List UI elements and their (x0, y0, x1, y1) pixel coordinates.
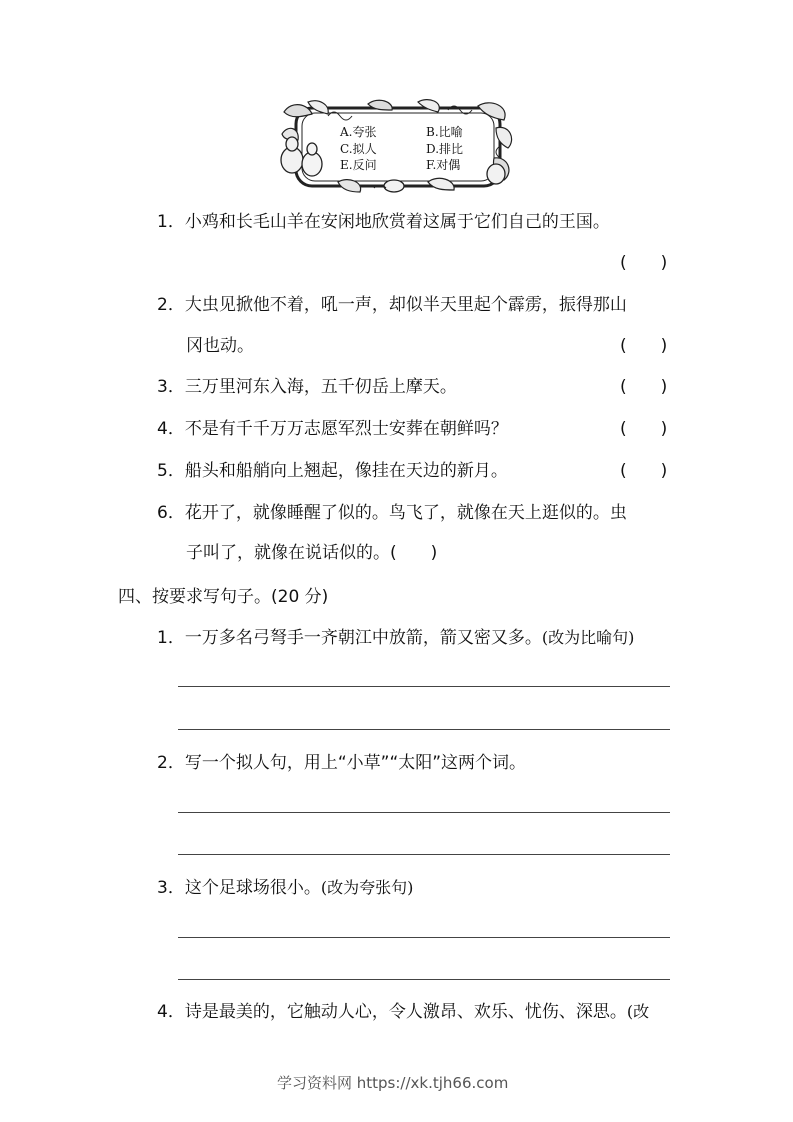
question-1 (157, 211, 610, 233)
question-number: 5． (157, 461, 185, 481)
task-3 (157, 877, 413, 899)
option-box (278, 98, 518, 194)
option-f: F.对偶 (426, 158, 461, 172)
decorative-frame-icon (278, 98, 518, 194)
question-6-continuation: 子叫了，就像在说话似的。( ) (186, 543, 438, 563)
answer-line[interactable] (178, 729, 670, 730)
answer-blank-1[interactable]: ( ) (620, 253, 668, 273)
footer-watermark: 学习资料网 https://xk.tjh66.com (277, 1074, 509, 1092)
question-text: 小鸡和长毛山羊在安闲地欣赏着这属于它们自己的王国。 (184, 212, 610, 232)
question-text: 三万里河东入海，五千仞岳上摩天。 (184, 377, 457, 397)
task-4 (157, 1001, 649, 1023)
answer-blank-2[interactable]: ( ) (620, 336, 668, 356)
answer-line[interactable] (178, 979, 670, 980)
option-d: D.排比 (426, 142, 464, 156)
question-number: 2． (157, 295, 185, 315)
option-b: B.比喻 (426, 125, 463, 139)
answer-blank-5[interactable]: ( ) (620, 461, 668, 481)
answer-line[interactable] (178, 937, 670, 938)
task-1 (157, 627, 634, 649)
task-text: 一万多名弓弩手一齐朝江中放箭，箭又密又多。 (184, 628, 542, 648)
question-3 (157, 376, 457, 398)
task-text: 诗是最美的，它触动人心，令人激昂、欢乐、忧伤、深思。 (184, 1002, 627, 1022)
task-number: 3． (157, 878, 185, 898)
question-4 (157, 418, 508, 440)
answer-line[interactable] (178, 686, 670, 687)
task-number: 1． (157, 628, 185, 648)
question-5 (157, 460, 508, 482)
section-heading: 四、按要求写句子。(20 分) (118, 587, 329, 607)
question-number: 6． (157, 503, 185, 523)
question-6 (157, 502, 627, 524)
option-e: E.反问 (340, 158, 377, 172)
question-text: 大虫见掀他不着，吼一声，却似半天里起个霹雳，振得那山 (184, 295, 627, 315)
question-text: 不是有千千万万志愿军烈士安葬在朝鲜吗？ (184, 419, 508, 439)
question-number: 4． (157, 419, 185, 439)
answer-line[interactable] (178, 812, 670, 813)
answer-line[interactable] (178, 854, 670, 855)
answer-blank-4[interactable]: ( ) (620, 419, 668, 439)
question-2-continuation: 冈也动。 (186, 336, 254, 356)
task-hint: (改为比喻句) (541, 628, 635, 647)
question-number: 3． (157, 377, 185, 397)
option-a: A.夸张 (340, 125, 377, 139)
option-c: C.拟人 (340, 142, 377, 156)
task-text: 这个足球场很小。 (184, 878, 321, 898)
question-text: 船头和船艄向上翘起，像挂在天边的新月。 (184, 461, 508, 481)
task-2 (157, 752, 526, 774)
task-number: 2． (157, 753, 185, 773)
task-hint: (改为夸张句) (320, 878, 414, 897)
question-text: 花开了，就像睡醒了似的。鸟飞了，就像在天上逛似的。虫 (184, 503, 627, 523)
task-number: 4． (157, 1002, 185, 1022)
question-2 (157, 294, 627, 316)
task-hint: (改 (626, 1002, 650, 1021)
question-number: 1． (157, 212, 185, 232)
task-text: 写一个拟人句，用上“小草”“太阳”这两个词。 (184, 753, 527, 773)
answer-blank-3[interactable]: ( ) (620, 377, 668, 397)
